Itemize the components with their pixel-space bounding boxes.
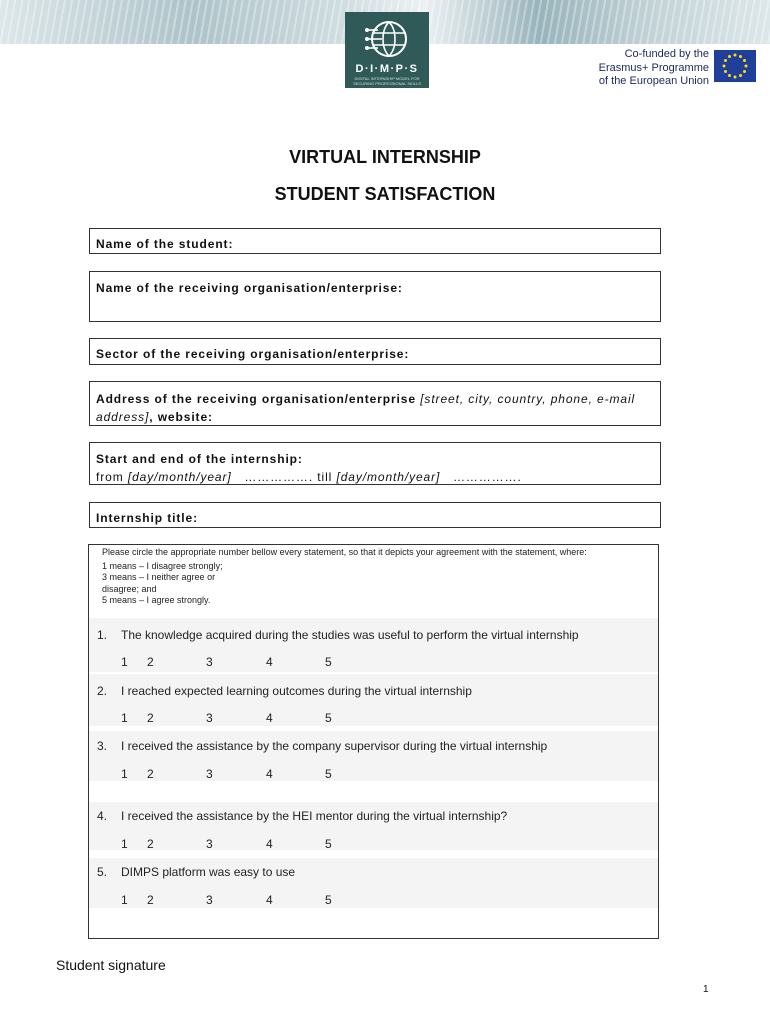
address-website-label: , website: bbox=[149, 410, 213, 424]
from-word: from bbox=[96, 470, 124, 484]
rating-option-5[interactable]: 5 bbox=[325, 767, 332, 781]
eu-funding-text bbox=[585, 48, 709, 89]
question-number: 5. bbox=[97, 865, 108, 879]
question-text: The knowledge acquired during the studies was useful to perform the virtual internship bbox=[121, 628, 579, 642]
rating-option-5[interactable]: 5 bbox=[325, 893, 332, 907]
scale-meaning-3b: disagree; and bbox=[102, 583, 157, 594]
sector-field[interactable] bbox=[89, 338, 661, 365]
page-title-line-2: STUDENT SATISFACTION bbox=[274, 184, 496, 204]
rating-option-4[interactable]: 4 bbox=[266, 837, 273, 851]
question-number: 4. bbox=[97, 809, 108, 823]
rating-option-4[interactable]: 4 bbox=[266, 711, 273, 725]
dimps-logo-tagline: DIGITAL INTERNSHIP MODEL FOR SECURING PROFESSIONAL SKILLS bbox=[353, 76, 421, 86]
question-shade bbox=[89, 674, 658, 726]
rating-option-1[interactable]: 1 bbox=[121, 837, 128, 851]
eu-funding-line-1: Co-funded by the bbox=[624, 48, 709, 60]
eu-flag-icon bbox=[714, 50, 756, 82]
rating-option-3[interactable]: 3 bbox=[206, 837, 213, 851]
rating-option-2[interactable]: 2 bbox=[147, 837, 154, 851]
question-4 bbox=[97, 809, 507, 823]
question-3 bbox=[97, 739, 547, 753]
address-hint: [street, city, country, phone, e-mail address] bbox=[96, 392, 636, 424]
dimps-logo-name: D·I·M·P·S bbox=[355, 63, 419, 75]
till-date-dots: ……………. bbox=[452, 470, 522, 484]
page-title-line-1: VIRTUAL INTERNSHIP bbox=[289, 147, 481, 167]
scale-meaning-3a: 3 means – I neither agree or bbox=[102, 572, 216, 583]
question-text: I received the assistance by the company supervisor during the virtual internship bbox=[121, 739, 548, 753]
rating-option-2[interactable]: 2 bbox=[147, 767, 154, 781]
address-label: Address of the receiving organisation/enterprise bbox=[96, 392, 416, 406]
from-date-hint: [day/month/year] bbox=[127, 470, 232, 484]
internship-title-label: Internship title: bbox=[96, 511, 198, 525]
question-1 bbox=[97, 628, 579, 642]
internship-dates-line bbox=[96, 468, 660, 486]
from-date-dots: ……………. bbox=[244, 470, 314, 484]
question-text: I reached expected learning outcomes during the virtual internship bbox=[121, 684, 472, 698]
org-name-label: Name of the receiving organisation/enterprise: bbox=[96, 281, 403, 295]
student-name-label: Name of the student: bbox=[96, 237, 234, 251]
rating-option-5[interactable]: 5 bbox=[325, 655, 332, 669]
rating-option-3[interactable]: 3 bbox=[206, 711, 213, 725]
question-5 bbox=[97, 865, 295, 879]
rating-option-1[interactable]: 1 bbox=[121, 767, 128, 781]
question-shade bbox=[89, 618, 658, 672]
question-text: DIMPS platform was easy to use bbox=[121, 865, 296, 879]
till-word: till bbox=[317, 470, 333, 484]
instructions-intro: Please circle the appropriate number bellow every statement, so that it depicts your agreement with the statement, where: bbox=[102, 547, 587, 557]
rating-option-4[interactable]: 4 bbox=[266, 893, 273, 907]
student-name-field[interactable] bbox=[89, 228, 661, 254]
rating-option-2[interactable]: 2 bbox=[147, 893, 154, 907]
rating-option-3[interactable]: 3 bbox=[206, 767, 213, 781]
page-number: 1 bbox=[703, 984, 709, 995]
rating-option-1[interactable]: 1 bbox=[121, 893, 128, 907]
eu-funding-block bbox=[585, 48, 770, 88]
dimps-globe-icon bbox=[364, 16, 410, 62]
eu-funding-line-3: of the European Union bbox=[598, 75, 709, 87]
eu-funding-line-2: Erasmus+ Programme bbox=[598, 61, 709, 74]
dimps-logo bbox=[345, 12, 429, 88]
rating-option-2[interactable]: 2 bbox=[147, 655, 154, 669]
rating-option-4[interactable]: 4 bbox=[266, 767, 273, 781]
question-number: 1. bbox=[97, 628, 108, 642]
org-name-field[interactable] bbox=[89, 271, 661, 322]
question-2 bbox=[97, 684, 472, 698]
question-number: 2. bbox=[97, 684, 108, 698]
rating-option-5[interactable]: 5 bbox=[325, 711, 332, 725]
question-number: 3. bbox=[97, 739, 108, 753]
rating-option-5[interactable]: 5 bbox=[325, 837, 332, 851]
rating-option-1[interactable]: 1 bbox=[121, 655, 128, 669]
internship-dates-field[interactable] bbox=[89, 442, 661, 485]
internship-title-field[interactable] bbox=[89, 502, 661, 528]
instructions bbox=[102, 547, 642, 606]
rating-option-3[interactable]: 3 bbox=[206, 893, 213, 907]
scale-meaning-1: 1 means – I disagree strongly; bbox=[102, 561, 223, 572]
rating-option-2[interactable]: 2 bbox=[147, 711, 154, 725]
sector-label: Sector of the receiving organisation/enterprise: bbox=[96, 347, 410, 361]
rating-option-3[interactable]: 3 bbox=[206, 655, 213, 669]
satisfaction-survey bbox=[88, 544, 659, 939]
address-field[interactable] bbox=[89, 381, 661, 426]
internship-dates-label: Start and end of the internship: bbox=[96, 452, 303, 466]
rating-option-1[interactable]: 1 bbox=[121, 711, 128, 725]
rating-option-4[interactable]: 4 bbox=[266, 655, 273, 669]
question-text: I received the assistance by the HEI mentor during the virtual internship? bbox=[121, 809, 508, 823]
student-signature-label: Student signature bbox=[56, 957, 166, 973]
till-date-hint: [day/month/year] bbox=[336, 470, 441, 484]
scale-meaning-5: 5 means – I agree strongly. bbox=[102, 594, 211, 605]
